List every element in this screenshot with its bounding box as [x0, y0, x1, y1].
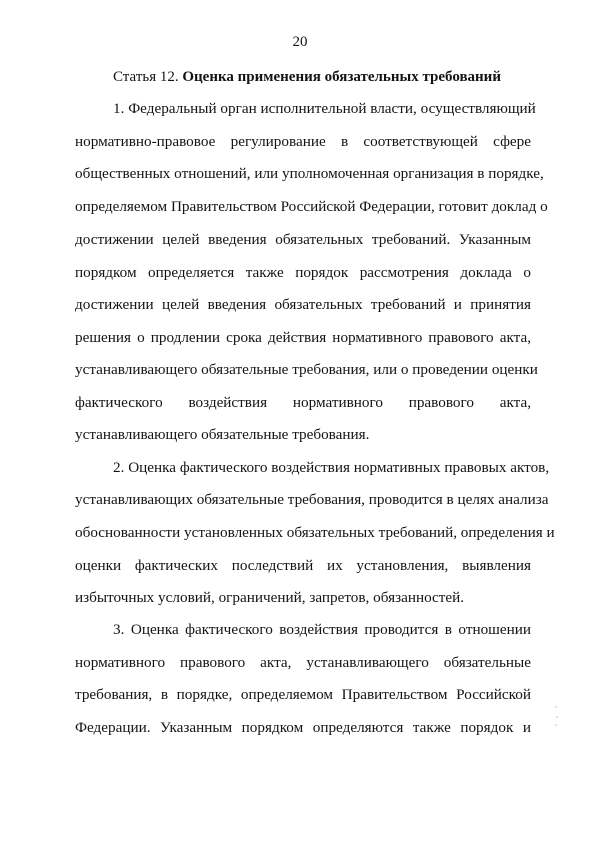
paragraph-1-line: решения о продлении срока действия нормативного правового акта,	[75, 329, 531, 346]
paragraph-1-line: фактического воздействия нормативного правового акта,	[75, 394, 531, 411]
page-number: 20	[292, 34, 308, 50]
paragraph-2-line: оценки фактических последствий их установления, выявления	[75, 557, 531, 574]
scan-speck	[555, 724, 557, 726]
article-title: Оценка применения обязательных требований	[182, 69, 501, 85]
paragraph-1-line: устанавливающего обязательные требования.	[75, 426, 370, 443]
paragraph-1-line: нормативно-правовое регулирование в соответствующей сфере	[75, 133, 531, 150]
paragraph-3-line: нормативного правового акта, устанавливающего обязательные	[75, 654, 531, 671]
paragraph-1-line: порядком определяется также порядок рассмотрения доклада о	[75, 264, 531, 281]
article-heading	[113, 68, 501, 86]
paragraph-2-line: избыточных условий, ограничений, запретов, обязанностей.	[75, 589, 465, 606]
scan-speck	[555, 706, 557, 708]
paragraph-3-line: требования, в порядке, определяемом Правительством Российской	[75, 686, 531, 703]
paragraph-1-line: 1. Федеральный орган исполнительной власти, осуществляющий	[113, 100, 536, 117]
paragraph-3-line: 3. Оценка фактического воздействия проводится в отношении	[113, 621, 531, 638]
paragraph-2-line: 2. Оценка фактического воздействия нормативных правовых актов,	[113, 459, 550, 476]
paragraph-1-line: достижении целей введения обязательных требований и принятия	[75, 296, 531, 313]
paragraph-2-line: устанавливающих обязательные требования, проводится в целях анализа	[75, 491, 549, 508]
paragraph-3-line: Федерации. Указанным порядком определяются также порядок и	[75, 719, 531, 736]
scan-speck	[556, 716, 558, 718]
paragraph-2-line: обоснованности установленных обязательных требований, определения и	[75, 524, 555, 541]
paragraph-1-line: общественных отношений, или уполномоченная организация в порядке,	[75, 165, 544, 182]
paragraph-1-line: достижении целей введения обязательных требований. Указанным	[75, 231, 531, 248]
paragraph-1-line: устанавливающего обязательные требования, или о проведении оценки	[75, 361, 538, 378]
article-prefix: Статья 12.	[113, 69, 179, 85]
paragraph-1-line: определяемом Правительством Российской Федерации, готовит доклад о	[75, 198, 548, 215]
